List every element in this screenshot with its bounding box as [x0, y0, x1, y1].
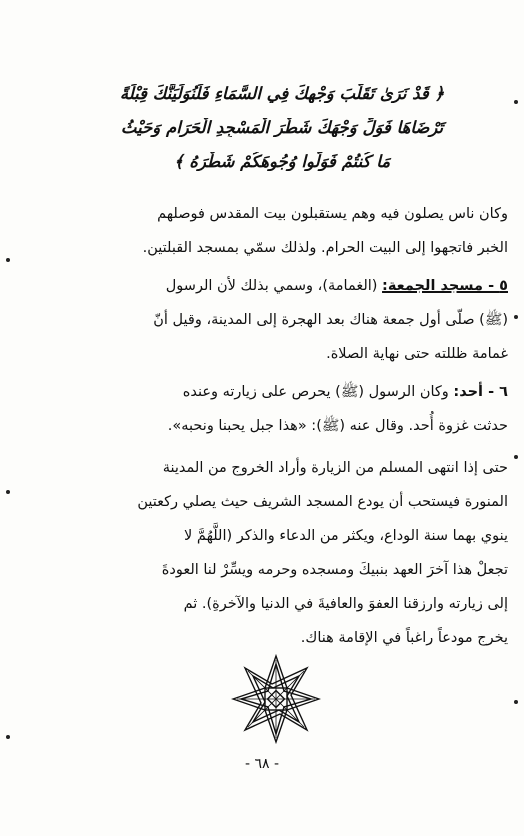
item-5-line-2: (ﷺ) صلّى أول جمعة هناك بعد الهجرة إلى المدينة، وقيل أنّ: [153, 312, 508, 328]
item-5-line-1: [40, 270, 508, 303]
paragraph-2-line-5: إلى زيارته وارزقنا العفوَ والعافيةَ في الدنيا والآخرةِ). ثم: [183, 596, 508, 612]
star-ornament-icon: [231, 654, 321, 744]
margin-dot: [6, 258, 10, 262]
paragraph-2-line-6: يخرج مودعاً راغباً في الإقامة هناك.: [300, 630, 508, 646]
margin-dot: [514, 455, 518, 459]
item-5-line-3: غمامة ظللته حتى نهاية الصلاة.: [326, 346, 508, 362]
item-6-line-1: [40, 376, 508, 409]
paragraph-2-line-3: ينوي بهما سنة الوداع، ويكثر من الدعاء والذكر (اللَّهُمَّ لا: [184, 528, 508, 544]
paragraph-1-line-2: الخبر فاتجهوا إلى البيت الحرام. ولذلك سمّي بمسجد القبلتين.: [142, 240, 508, 256]
margin-dot: [6, 490, 10, 494]
quran-verse-line-2: تَرْضَاهَا فَوَلِّ وَجْهَكَ شَطْرَ الْمَسْجِدِ الْحَرَامِ وَحَيْثُ: [120, 118, 444, 137]
margin-dot: [6, 735, 10, 739]
quran-verse-line-1: ﴿ قَدْ نَرَىٰ تَقَلُّبَ وَجْهِكَ فِي السَّمَاءِ فَلَنُوَلِّيَنَّكَ قِبْلَةً: [119, 84, 445, 103]
paragraph-1-line-1: وكان ناس يصلون فيه وهم يستقبلون بيت المقدس فوصلهم: [157, 206, 508, 222]
item-6-line-2: حدثت غزوة أُحد. وقال عنه (ﷺ): «هذا جبل يحبنا ونحبه».: [167, 418, 508, 434]
paragraph-2-line-2: المنورة فيستحب أن يودع المسجد الشريف حيث يصلي ركعتين: [137, 494, 508, 510]
item-6-label: ٦ - أحد:: [453, 384, 508, 400]
margin-dot: [514, 315, 518, 319]
margin-dot: [514, 700, 518, 704]
item-5-line-1-text: (الغمامة)، وسمي بذلك لأن الرسول: [165, 278, 378, 294]
quran-verse-line-3: مَا كُنتُمْ فَوَلُّوا وُجُوهَكُمْ شَطْرَهُ ﴾: [173, 152, 391, 171]
page-number: - ٦٨ -: [244, 756, 280, 772]
paragraph-2-line-1: حتى إذا انتهى المسلم من الزيارة وأراد الخروج من المدينة: [162, 460, 508, 476]
item-5-label: ٥ - مسجد الجمعة:: [382, 278, 508, 294]
item-6-line-1-text: وكان الرسول (ﷺ) يحرص على زيارته وعنده: [182, 384, 449, 400]
paragraph-2-line-4: تجعلْ هذا آخرَ العهد بنبيكَ ومسجده وحرمه ويسِّرْ لنا العودةَ: [161, 562, 508, 578]
margin-dot: [514, 100, 518, 104]
